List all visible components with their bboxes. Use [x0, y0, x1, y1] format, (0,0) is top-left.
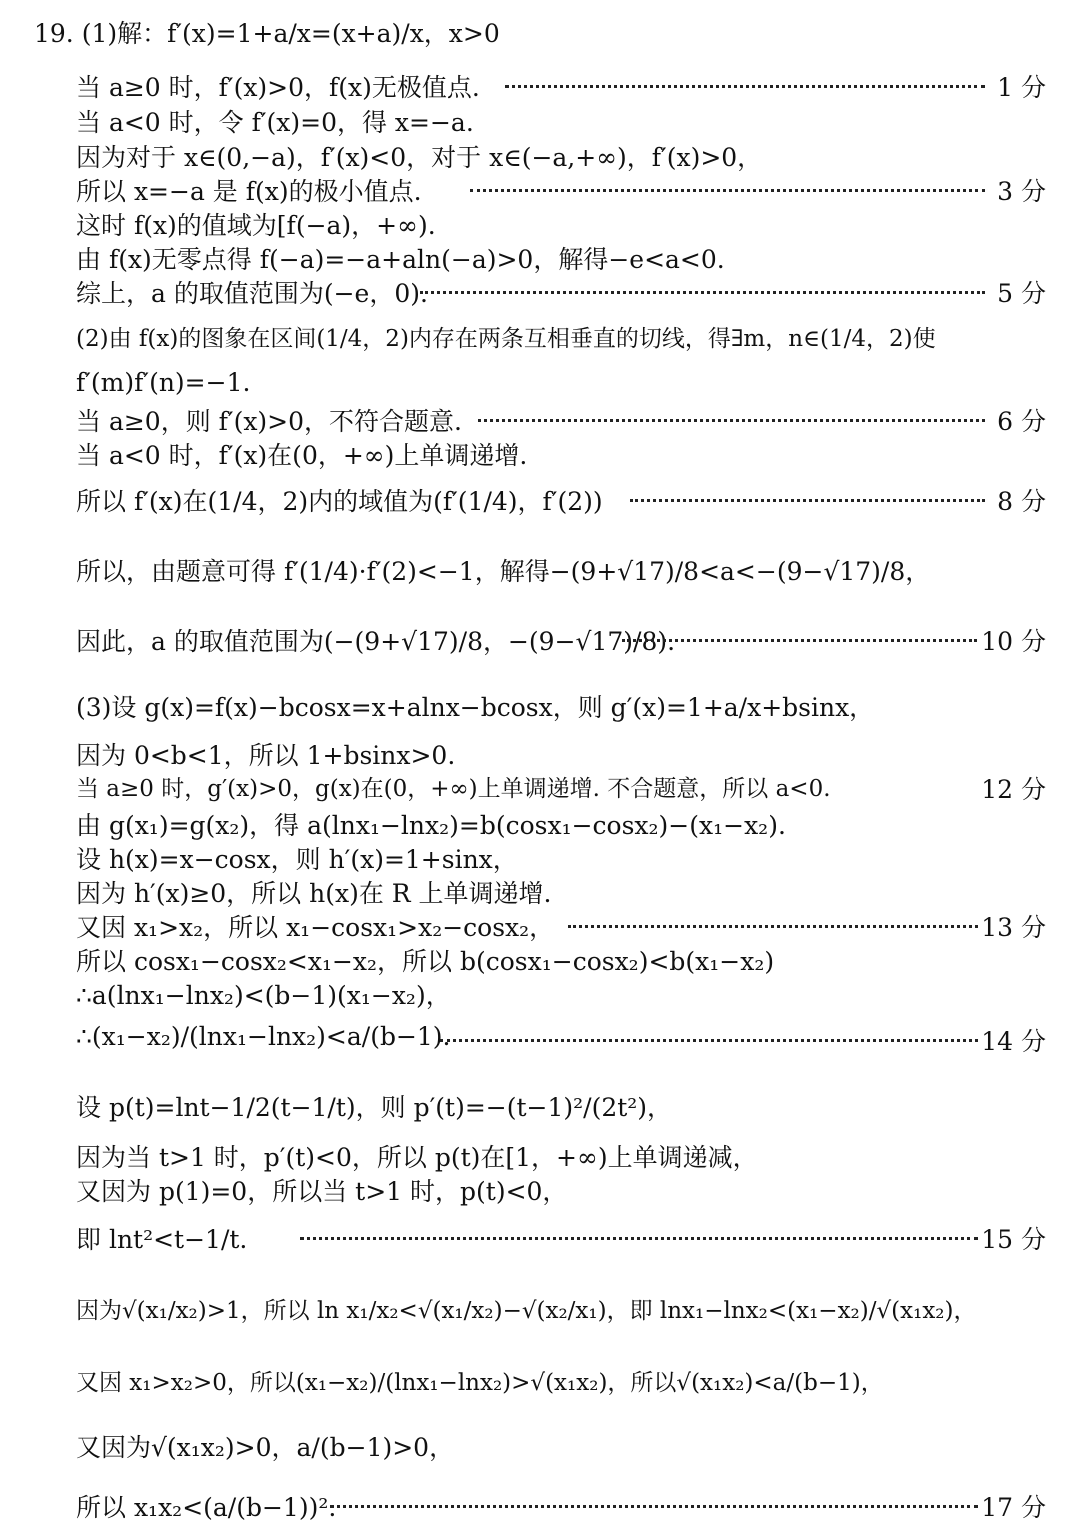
score-label: 13 分 — [981, 913, 1046, 942]
line-text: 又因 x₁>x₂，所以 x₁−cosx₁>x₂−cosx₂， — [76, 913, 555, 942]
score-label: 15 分 — [981, 1225, 1046, 1254]
line-text: 当 a<0 时，f′(x)在(0，+∞)上单调递增. — [76, 441, 528, 470]
dot-leader — [330, 1505, 978, 1508]
line-text: 又因为 p(1)=0，所以当 t>1 时，p(t)<0， — [76, 1177, 568, 1206]
dot-leader — [300, 1237, 978, 1240]
line-text: ∴a(lnx₁−lnx₂)<(b−1)(x₁−x₂)， — [76, 981, 451, 1010]
dot-leader — [505, 85, 985, 88]
line-text: 因此，a 的取值范围为(−(9+√17)/8，−(9−√17)/8). — [76, 627, 676, 656]
line-text: 设 p(t)=lnt−1/2(t−1/t)，则 p′(t)=−(t−1)²/(2t²)， — [76, 1093, 673, 1122]
dot-leader — [420, 291, 985, 294]
score-label: 8 分 — [997, 487, 1046, 516]
line-text: 所以 cosx₁−cosx₂<x₁−x₂，所以 b(cosx₁−cosx₂)<b(x₁−x₂) — [76, 947, 775, 976]
line-text: 设 h(x)=x−cosx，则 h′(x)=1+sinx， — [76, 845, 518, 874]
line-text: 当 a≥0，则 f′(x)>0，不符合题意. — [76, 407, 462, 436]
dot-leader — [630, 499, 985, 502]
score-label: 1 分 — [997, 73, 1046, 102]
dot-leader — [622, 639, 977, 642]
score-label: 10 分 — [981, 627, 1046, 656]
line-text: 所以，由题意可得 f′(1/4)·f′(2)<−1，解得−(9+√17)/8<a<−(9−√17)/8， — [76, 557, 931, 586]
line-text: (2)由 f(x)的图象在区间(1/4，2)内存在两条互相垂直的切线，得∃m，n∈(1/4，2)使 — [76, 326, 936, 352]
line-text: 19. (1)解：f′(x)=1+a/x=(x+a)/x，x>0 — [34, 19, 500, 48]
dot-leader — [470, 189, 985, 192]
score-label: 6 分 — [997, 407, 1046, 436]
line-text: 所以 f′(x)在(1/4，2)内的域值为(f′(1/4)，f′(2)) — [76, 487, 603, 516]
line-text: 这时 f(x)的值域为[f(−a)，+∞). — [76, 211, 436, 240]
line-text: 因为对于 x∈(0,−a)，f′(x)<0，对于 x∈(−a,+∞)，f′(x)>0， — [76, 143, 763, 172]
line-text: 由 g(x₁)=g(x₂)，得 a(lnx₁−lnx₂)=b(cosx₁−cosx₂)−(x₁−x₂). — [76, 811, 786, 840]
line-text: 当 a<0 时，令 f′(x)=0，得 x=−a. — [76, 108, 474, 137]
line-text: 因为 0<b<1，所以 1+bsinx>0. — [76, 741, 456, 770]
line-text: (3)设 g(x)=f(x)−bcosx=x+alnx−bcosx，则 g′(x)=1+a/x+bsinx， — [76, 693, 875, 722]
line-text: f′(m)f′(n)=−1. — [76, 368, 251, 397]
line-text: 综上，a 的取值范围为(−e，0). — [76, 279, 428, 308]
line-text: 因为 h′(x)≥0，所以 h(x)在 R 上单调递增. — [76, 879, 552, 908]
line-text: 当 a≥0 时，f′(x)>0，f(x)无极值点. — [76, 73, 480, 102]
score-label: 17 分 — [981, 1493, 1046, 1522]
line-text: 即 lnt²<t−1/t. — [76, 1225, 248, 1254]
score-label: 14 分 — [981, 1027, 1046, 1056]
score-label: 12 分 — [981, 775, 1046, 804]
line-text: 因为当 t>1 时，p′(t)<0，所以 p(t)在[1，+∞)上单调递减， — [76, 1143, 758, 1172]
line-text: 又因 x₁>x₂>0，所以(x₁−x₂)/(lnx₁−lnx₂)>√(x₁x₂)，所以√(x₁x₂)<a/(b−1)， — [76, 1370, 884, 1396]
score-label: 5 分 — [997, 279, 1046, 308]
line-text: 当 a≥0 时，g′(x)>0，g(x)在(0，+∞)上单调递增. 不合题意，所以 a<0. — [76, 776, 831, 802]
line-text: ∴(x₁−x₂)/(lnx₁−lnx₂)<a/(b−1). — [76, 1022, 451, 1051]
dot-leader — [568, 925, 978, 928]
line-text: 由 f(x)无零点得 f(−a)=−a+aln(−a)>0，解得−e<a<0. — [76, 245, 725, 274]
line-text: 所以 x=−a 是 f(x)的极小值点. — [76, 177, 422, 206]
line-text: 所以 x₁x₂<(a/(b−1))². — [76, 1493, 337, 1522]
dot-leader — [478, 419, 985, 422]
score-label: 3 分 — [997, 177, 1046, 206]
line-text: 因为√(x₁/x₂)>1，所以 ln x₁/x₂<√(x₁/x₂)−√(x₂/x₁)，即 lnx₁−lnx₂<(x₁−x₂)/√(x₁x₂)， — [76, 1298, 977, 1324]
line-text: 又因为√(x₁x₂)>0，a/(b−1)>0， — [76, 1433, 455, 1462]
dot-leader — [440, 1039, 978, 1042]
